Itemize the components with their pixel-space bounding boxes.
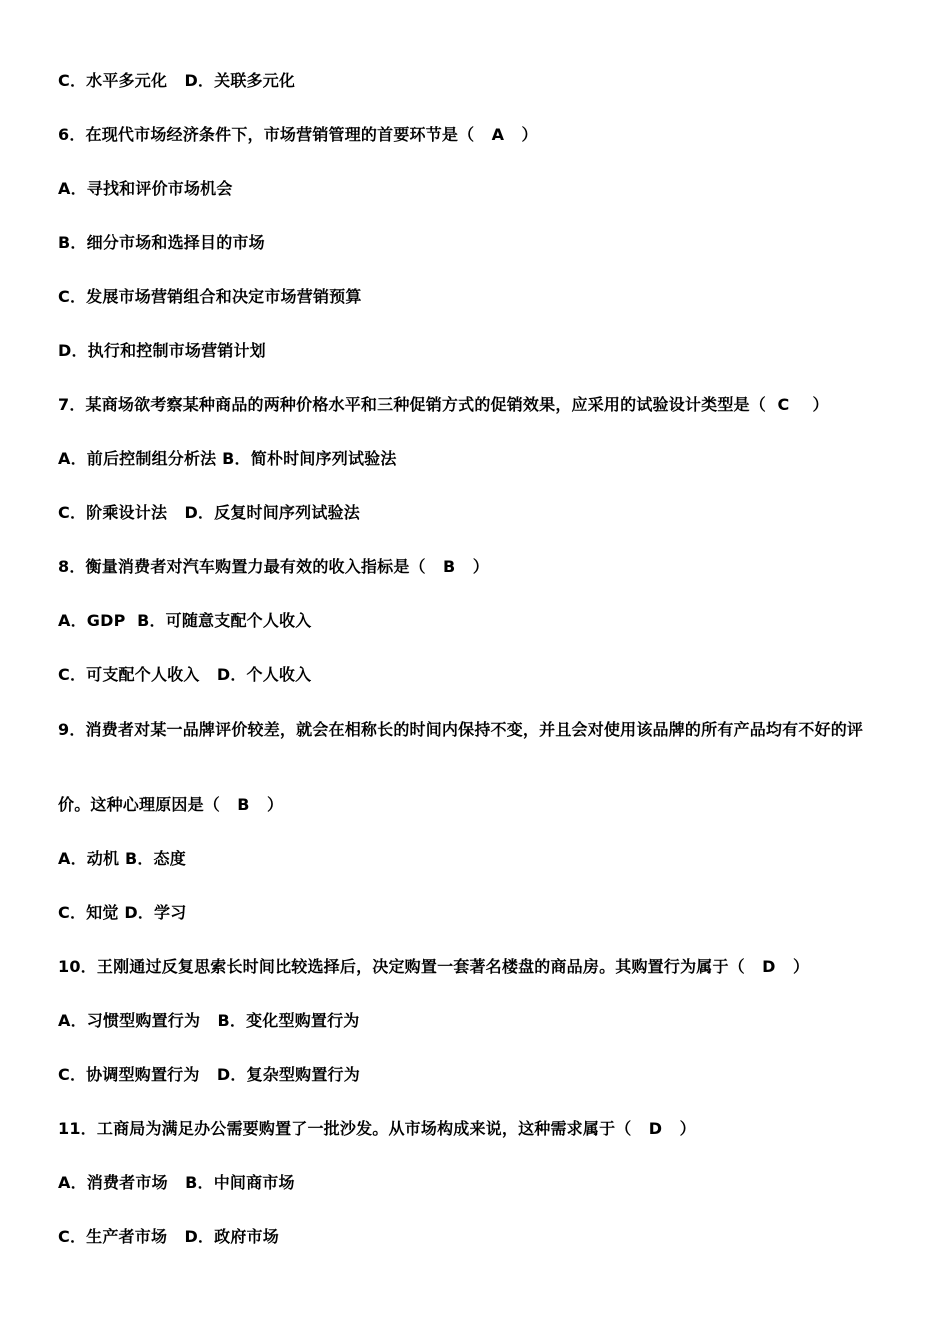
q7-options-cd: C．阶乘设计法 D．反复时间序列试验法 [58,503,360,522]
q10-options-cd: C．协调型购置行为 D．复杂型购置行为 [58,1065,360,1084]
q6-option-a: A．寻找和评价市场机会 [58,179,233,198]
question-10: 10．王刚通过反复思索长时间比较选择后，决定购置一套著名楼盘的商品房。其购置行为属于（ D ） [58,957,810,976]
q10-options-ab: A．习惯型购置行为 B．变化型购置行为 [58,1011,360,1030]
q8-options-ab: A．GDP B．可随意支配个人收入 [58,611,312,630]
q11-options-cd: C．生产者市场 D．政府市场 [58,1227,279,1246]
q9-options-cd: C．知觉 D．学习 [58,903,187,922]
question-9-line-2: 价。这种心理原因是（ B ） [58,795,284,814]
q8-options-cd: C．可支配个人收入 D．个人收入 [58,665,312,684]
q9-options-ab: A．动机 B．态度 [58,849,186,868]
question-8: 8．衡量消费者对汽车购置力最有效的收入指标是（ B ） [58,557,489,576]
question-6: 6．在现代市场经济条件下，市场营销管理的首要环节是（ A ） [58,125,538,144]
q11-options-ab: A．消费者市场 B．中间商市场 [58,1173,295,1192]
option-line-c-diversification: C．水平多元化 D．关联多元化 [58,71,296,90]
question-7: 7．某商场欲考察某种商品的两种价格水平和三种促销方式的促销效果，应采用的试验设计类型是（ C ） [58,395,829,414]
q6-option-c: C．发展市场营销组合和决定市场营销预算 [58,287,362,306]
question-11: 11．工商局为满足办公需要购置了一批沙发。从市场构成来说，这种需求属于（ D ） [58,1119,696,1138]
question-9-line-1: 9．消费者对某一品牌评价较差，就会在相称长的时间内保持不变，并且会对使用该品牌的所有产品均有不好的评 [58,720,864,739]
q7-options-ab: A．前后控制组分析法 B．简朴时间序列试验法 [58,449,397,468]
q6-option-b: B．细分市场和选择目的市场 [58,233,265,252]
q6-option-d: D．执行和控制市场营销计划 [58,341,266,360]
